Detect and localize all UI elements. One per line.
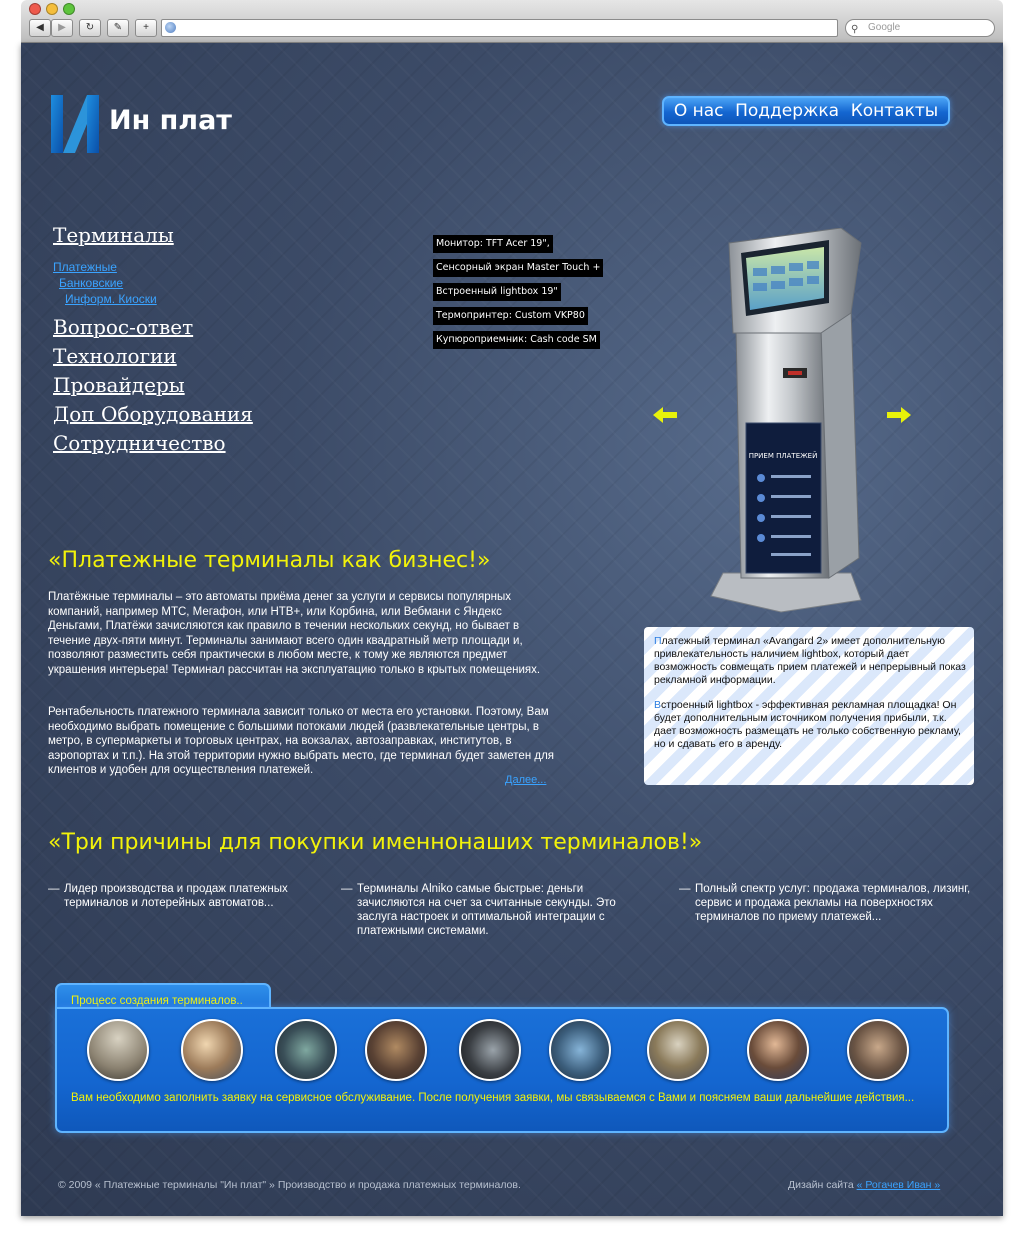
kiosk-screen-title: ПРИЕМ ПЛАТЕЖЕЙ <box>748 452 818 460</box>
info-paragraph-2: Встроенный lightbox - эффективная рекламная площадка! Он будет дополнительным источником получения прибыли, т.к. дает возможность размещать не только собственную рекламу, но и сдавать его в аренду. <box>654 699 961 750</box>
reason-item-3: — Полный спектр услуг: продажа терминалов, лизинг, сервис и продажа рекламы на поверхностях терминалов по приему платежей... <box>679 883 971 923</box>
arrow-right-icon[interactable] <box>887 407 911 423</box>
sidebar-item-technologies[interactable]: Технологии <box>53 344 177 368</box>
nav-about[interactable]: О нас <box>673 101 724 121</box>
process-photo-3[interactable] <box>275 1019 337 1081</box>
process-photo-2[interactable] <box>181 1019 243 1081</box>
business-paragraph-1: Платёжные терминалы – это автоматы приёма денег за услуги и сервисы популярных компаний, например МТС, Мегафон, или НТВ+, или Корбина, или Вебмани с Яндекс Деньгами, Платёжи зачисляются как правило в течении нескольких секунд, но бывает в течение двух-пяти минут. Терминалы занимают всего один квадратный метр площади и, позволяют разместить себя практически в любом месте, к тому же являются предмет украшения интерьера! Терминал рассчитан на эксплуатацию только в крытых помещениях. <box>48 591 541 676</box>
footer-designer-link[interactable]: « Рогачев Иван » <box>856 1179 941 1191</box>
sidebar-item-cooperation[interactable]: Сотрудничество <box>53 431 226 455</box>
footer-design-label: Дизайн сайта <box>788 1179 854 1191</box>
logo-text: Ин плат <box>109 105 232 136</box>
reload-button[interactable]: ↻ <box>79 19 101 37</box>
kiosk-illustration <box>701 228 871 613</box>
sidebar-item-providers[interactable]: Провайдеры <box>53 373 185 397</box>
sidebar-item-faq[interactable]: Вопрос-ответ <box>53 315 194 339</box>
process-photo-5[interactable] <box>459 1019 521 1081</box>
process-photo-7[interactable] <box>647 1019 709 1081</box>
spec-printer: Термопринтер: Custom VKP80 <box>433 307 588 325</box>
spec-touchscreen: Сенсорный экран Master Touch + <box>433 259 603 277</box>
terminal-image <box>701 228 871 613</box>
browser-toolbar <box>21 0 1003 43</box>
footer-design <box>788 1179 940 1191</box>
logo-mark-icon <box>51 95 99 153</box>
process-tab[interactable]: Процесс создания терминалов.. <box>55 983 271 1013</box>
web-page <box>21 43 1003 1216</box>
address-bar[interactable] <box>161 19 838 37</box>
sidebar-subitem-bank[interactable]: Банковские <box>59 276 124 290</box>
window-controls <box>29 3 75 15</box>
close-window-button[interactable] <box>29 3 41 15</box>
globe-icon <box>165 22 176 33</box>
sidebar-item-equipment[interactable]: Доп Оборудования <box>53 402 253 426</box>
business-title: «Платежные терминалы как бизнес!» <box>48 548 491 573</box>
arrow-left-icon[interactable] <box>653 407 677 423</box>
process-panel <box>55 1007 949 1133</box>
add-bookmark-button[interactable]: + <box>135 19 157 37</box>
sidebar-item-terminals[interactable]: Терминалы <box>53 223 174 247</box>
minimize-window-button[interactable] <box>46 3 58 15</box>
process-photo-9[interactable] <box>847 1019 909 1081</box>
nav-contacts[interactable]: Контакты <box>850 101 939 121</box>
spec-lightbox: Встроенный lightbox 19" <box>433 283 561 301</box>
terminal-info-box <box>644 627 974 785</box>
business-paragraph-2: Рентабельность платежного терминала зависит только от места его установки. Поэтому, Вам необходимо выбрать помещение с большими потоками людей (развлекательные центры, в метро, в супермаркеты и торговых центрах, на вокзалах, автозаправках, институтов, в аэропортах и т.п.). На этой территории нужно выбрать место, где терминал будет заметен для клиентов и удобен для осуществления платежей. <box>48 706 555 776</box>
sidebar-subitem-info-kiosk[interactable]: Информ. Киоски <box>65 292 157 306</box>
sidebar-menu <box>53 221 253 458</box>
reasons-title: «Три причины для покупки именнонаших терминалов!» <box>48 830 703 855</box>
reason-item-2: — Терминалы Alniko самые быстрые: деньги зачисляются на счет за считанные секунды. Это заслуга настроек и оптимальной интеграции с платежными системами. <box>341 883 616 937</box>
zoom-window-button[interactable] <box>63 3 75 15</box>
read-more-link[interactable]: Далее... <box>505 774 547 786</box>
reason-item-1: — Лидер производства и продаж платежных терминалов и лотерейных автоматов... <box>48 883 288 909</box>
site-logo[interactable] <box>51 95 271 157</box>
process-photo-1[interactable] <box>87 1019 149 1081</box>
process-photo-8[interactable] <box>747 1019 809 1081</box>
spec-bill-acceptor: Купюроприемник: Cash code SM <box>433 331 600 349</box>
process-description: Вам необходимо заполнить заявку на сервисное обслуживание. После получения заявки, мы связываемся с Вами и поясняем ваши дальнейшие действия... <box>71 1092 915 1104</box>
forward-button[interactable]: ▶ <box>51 19 73 37</box>
sidebar-subitem-payment[interactable]: Платежные <box>53 260 117 274</box>
top-navigation <box>662 96 950 126</box>
snapback-button[interactable]: ✎ <box>107 19 129 37</box>
footer-copyright: © 2009 « Платежные терминалы "Ин плат" » Производство и продажа платежных терминалов. <box>58 1179 521 1191</box>
search-field[interactable] <box>845 19 995 37</box>
back-button[interactable]: ◀ <box>29 19 51 37</box>
spec-monitor: Монитор: TFT Acer 19", <box>433 235 553 253</box>
magnifier-icon: ⚲ <box>851 24 859 35</box>
process-photo-4[interactable] <box>365 1019 427 1081</box>
nav-support[interactable]: Поддержка <box>735 101 840 121</box>
process-photo-6[interactable] <box>549 1019 611 1081</box>
search-placeholder: Google <box>868 22 901 33</box>
info-paragraph-1: Платежный терминал «Avangard 2» имеет дополнительную привлекательность наличием lightbox, который дает возможность совмещать прием платежей и непрерывный показ рекламной информации. <box>654 635 966 686</box>
